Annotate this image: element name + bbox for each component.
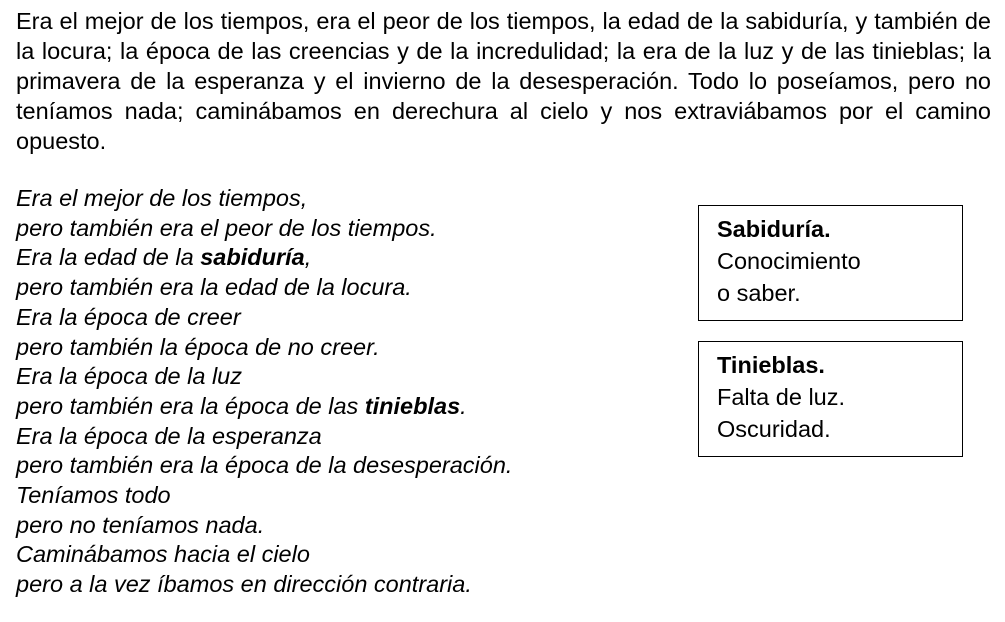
- highlighted-word-sabiduria: sabiduría: [200, 244, 305, 271]
- glossary-definition: Conocimiento: [717, 248, 861, 274]
- glossary-definition: Falta de luz.: [717, 384, 846, 410]
- poem-line: [16, 243, 676, 273]
- poem-line: pero a la vez íbamos en dirección contraria.: [16, 571, 472, 598]
- poem-line: pero no teníamos nada.: [16, 511, 265, 538]
- poem-line-text: .: [460, 392, 467, 419]
- poem-line-text: Era la edad de la: [16, 244, 201, 271]
- poem-line-text: ,: [304, 244, 312, 271]
- poem-line: pero también era la época de la desesperación.: [16, 452, 513, 479]
- poem-line: pero también la época de no creer.: [16, 333, 380, 360]
- intro-paragraph: Era el mejor de los tiempos, era el peor de los tiempos, la edad de la sabiduría, y también de la locura; la época de las creencias y de la incredulidad; la era de la luz y de las tinieblas; la primavera de la esperanza y el invierno de la desesperación. Todo lo poseíamos, pero no teníamos nada; caminábamos en derechura al cielo y nos extraviábamos por el camino opuesto.: [16, 8, 991, 154]
- poem-line: [16, 392, 676, 422]
- poem-line: Era la época de creer: [16, 303, 241, 330]
- glossary-term: Sabiduría.: [717, 216, 831, 242]
- glossary-box-sabiduria: [698, 205, 963, 321]
- poem-line: Era el mejor de los tiempos,: [16, 185, 308, 211]
- glossary-definition: o saber.: [717, 280, 801, 306]
- glossary-definition: Oscuridad.: [717, 416, 831, 442]
- poem-line: Era la época de la esperanza: [16, 422, 322, 449]
- poem-line-text: pero también era la época de las: [16, 392, 365, 419]
- poem: [16, 184, 676, 600]
- poem-line: pero también era la edad de la locura.: [16, 274, 412, 301]
- poem-line: pero también era el peor de los tiempos.: [16, 214, 437, 241]
- poem-line: Teníamos todo: [16, 482, 171, 509]
- poem-line: Caminábamos hacia el cielo: [16, 541, 310, 568]
- highlighted-word-tinieblas: tinieblas: [364, 392, 461, 419]
- glossary-term: Tinieblas.: [717, 352, 825, 378]
- poem-line: Era la época de la luz: [16, 363, 243, 390]
- glossary-box-tinieblas: [698, 341, 963, 457]
